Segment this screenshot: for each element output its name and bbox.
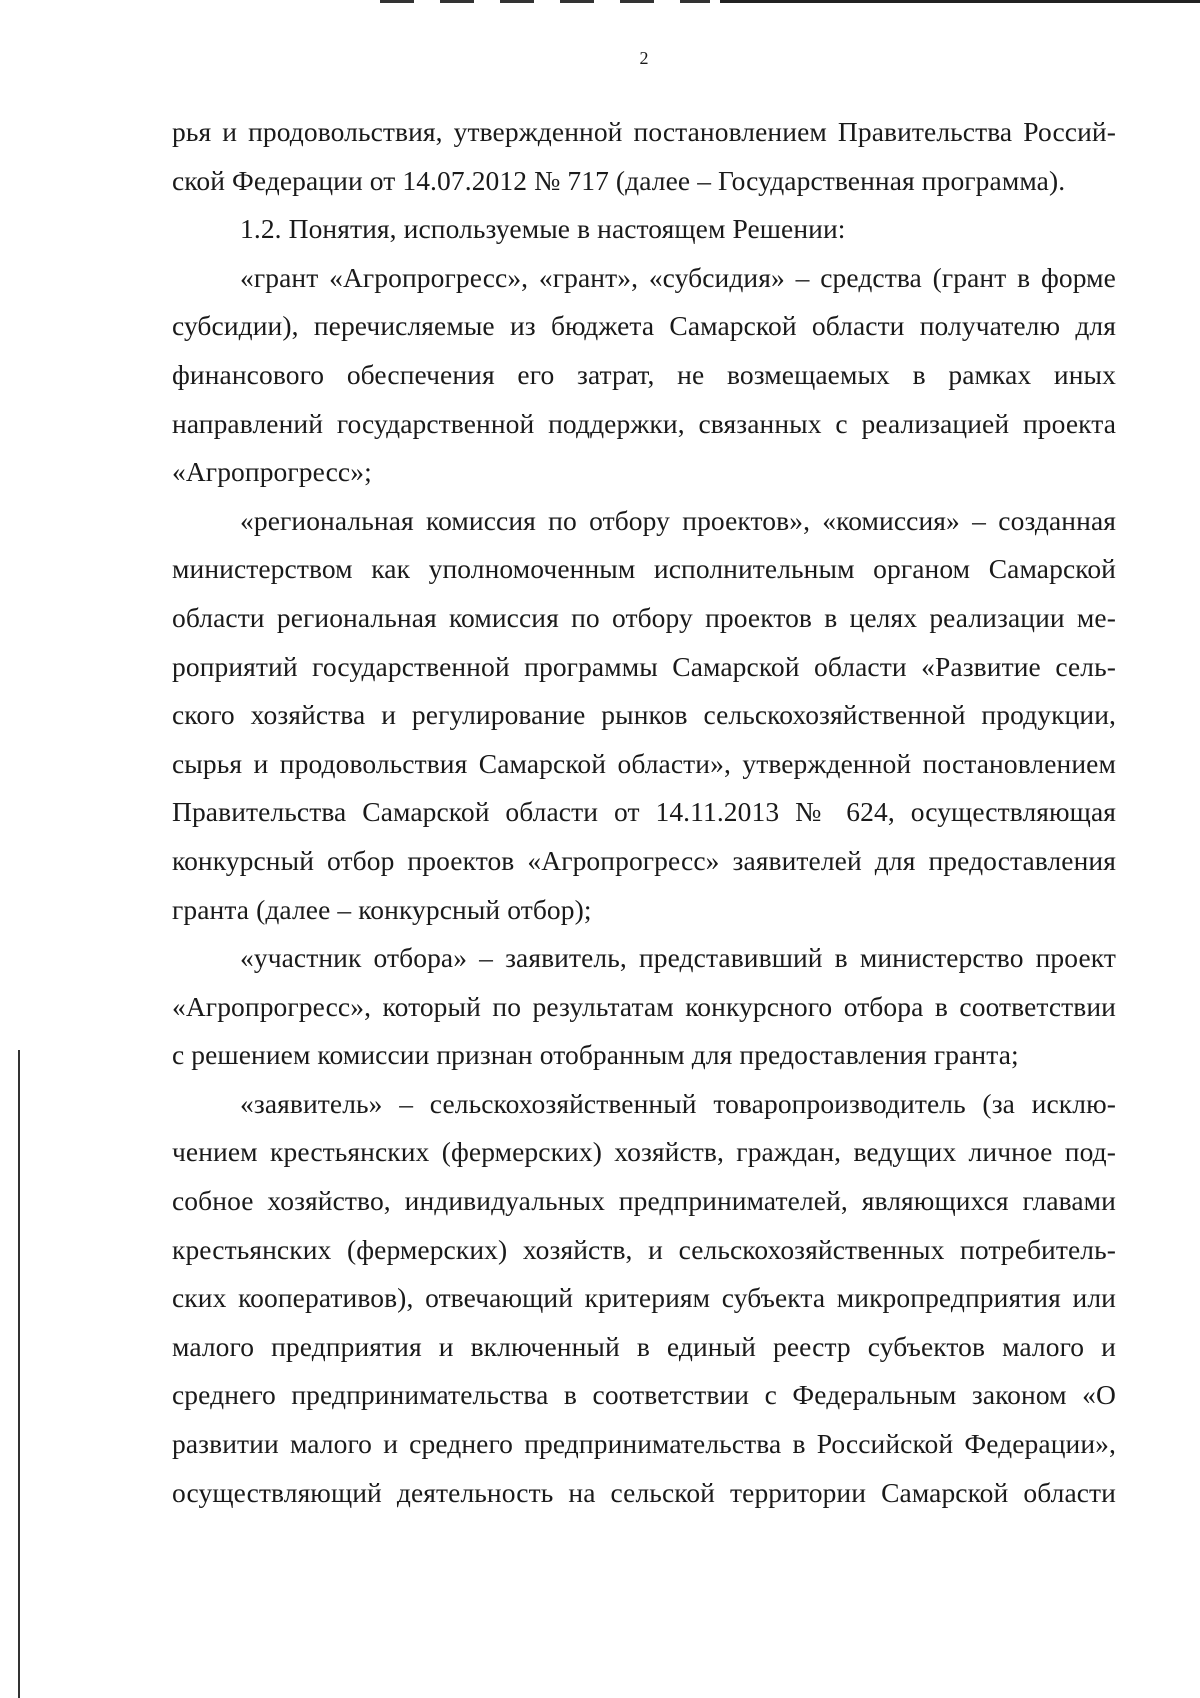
text-line: чением крестьянских (фермерских) хозяйств, граждан, ведущих личное под- [172,1136,1116,1168]
text-line: крестьянских (фермерских) хозяйств, и сельскохозяйственных потребитель- [172,1233,1116,1265]
text-line: финансового обеспечения его затрат, не возмещаемых в рамках иных [172,358,1116,390]
text-line: собное хозяйство, индивидуальных предпринимателей, являющихся главами [172,1185,1116,1217]
left-scan-edge [18,1050,20,1698]
text-line: малого предприятия и включенный в единый реестр субъектов малого и [172,1330,1116,1362]
text-line: развитии малого и среднего предпринимательства в Российской Федерации», [172,1428,1116,1460]
text-line: «заявитель» – сельскохозяйственный товаропроизводитель (за исклю- [240,1087,1116,1119]
page-number: 2 [639,48,649,68]
text-line: области региональная комиссия по отбору проектов в целях реализации ме- [172,601,1116,633]
top-scan-dashes [380,0,710,3]
text-line: направлений государственной поддержки, связанных с реализацией проекта [172,407,1116,439]
text-line: «Агропрогресс»; [172,456,372,488]
text-line: «Агропрогресс», который по результатам конкурсного отбора в соответствии [172,990,1116,1022]
text-line: конкурсный отбор проектов «Агропрогресс» заявителей для предоставления [172,844,1116,876]
text-line: субсидии), перечисляемые из бюджета Самарской области получателю для [172,310,1116,342]
text-line: 1.2. Понятия, используемые в настоящем Решении: [240,213,846,245]
text-line: Правительства Самарской области от 14.11.2013 № 624, осуществляющая [172,796,1116,828]
text-line: гранта (далее – конкурсный отбор); [172,893,592,925]
text-line: «региональная комиссия по отбору проектов», «комиссия» – созданная [240,504,1116,536]
text-line: осуществляющий деятельность на сельской территории Самарской области [172,1476,1116,1508]
text-line: роприятий государственной программы Самарской области «Развитие сель- [172,650,1116,682]
text-line: среднего предпринимательства в соответствии с Федеральным законом «О [172,1379,1116,1411]
top-scan-rule [720,0,1200,3]
text-line: ского хозяйства и регулирование рынков сельскохозяйственной продукции, [172,699,1116,731]
text-line: рья и продовольствия, утвержденной постановлением Правительства Россий- [172,116,1116,147]
text-line: ской Федерации от 14.07.2012 № 717 (далее – Государственная программа). [172,164,1066,196]
text-line: «грант «Агропрогресс», «грант», «субсидия» – средства (грант в форме [240,261,1116,293]
text-line: «участник отбора» – заявитель, представивший в министерство проект [240,942,1116,974]
text-line: с решением комиссии признан отобранным для предоставления гранта; [172,1039,1019,1071]
text-line: сырья и продовольствия Самарской области», утвержденной постановлением [172,747,1116,779]
document-body [172,108,1116,1517]
text-line: министерством как уполномоченным исполнительным органом Самарской [172,553,1116,585]
text-line: ских кооперативов), отвечающий критериям субъекта микропредприятия или [172,1282,1116,1314]
